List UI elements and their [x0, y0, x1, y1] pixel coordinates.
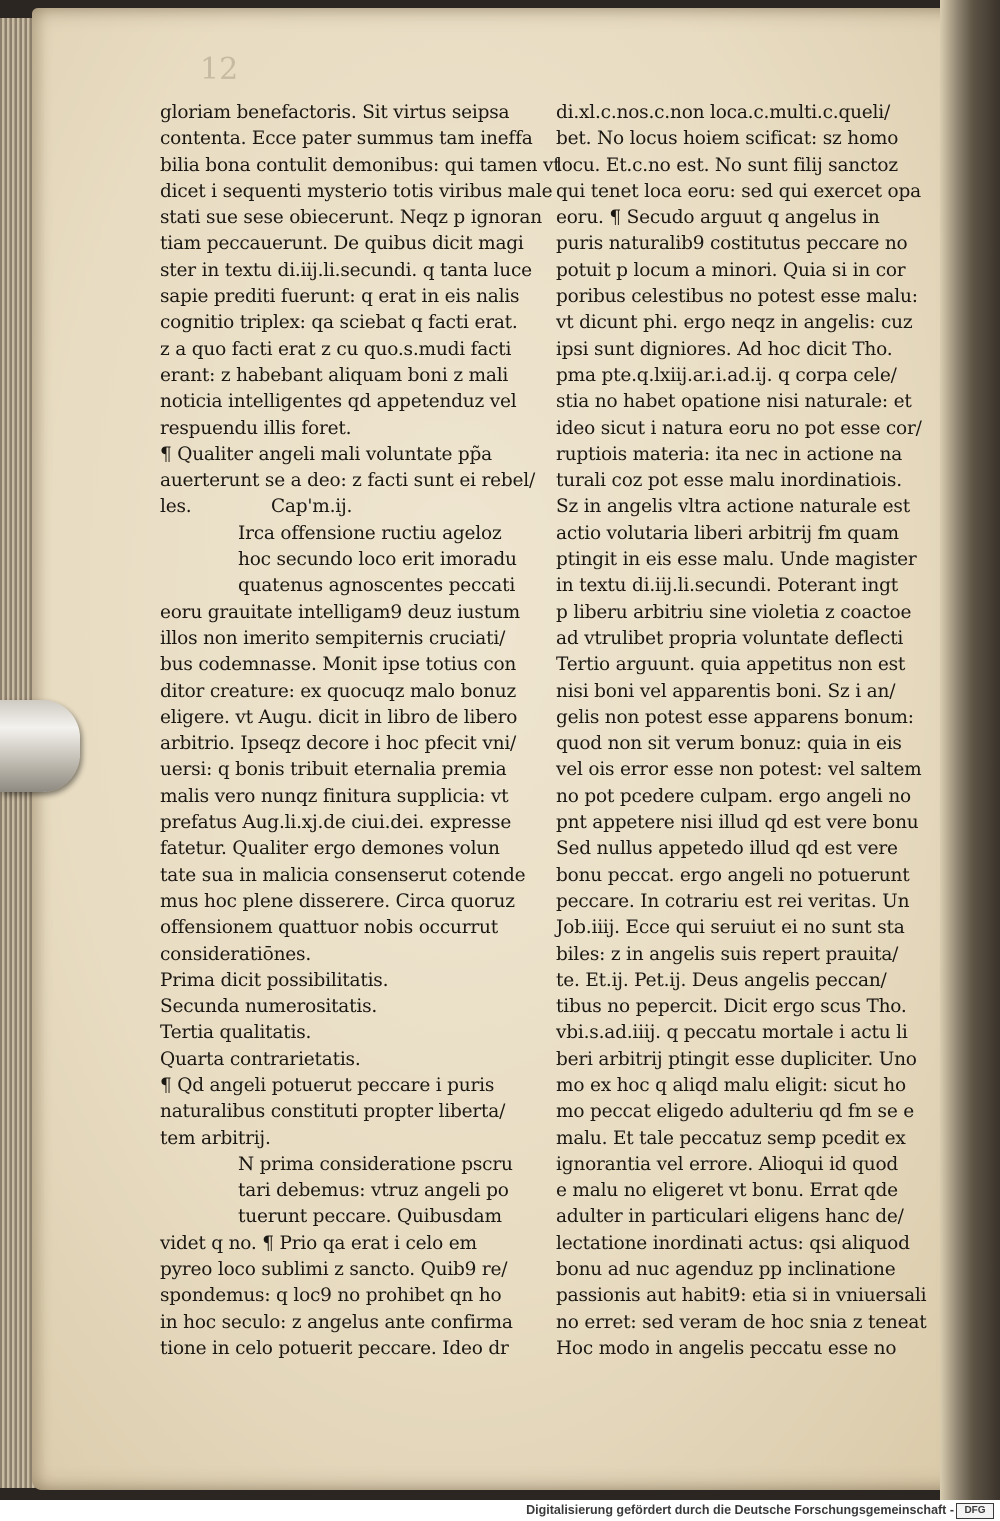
text-line: Hoc modo in angelis peccatu esse no: [556, 1337, 897, 1359]
book-gutter: [940, 0, 1000, 1500]
text-line: les. Cap'm.ij.: [160, 496, 353, 518]
text-line: peccare. In cotrariu est rei veritas. Un: [556, 890, 910, 912]
text-line: pnt appetere nisi illud qd est vere bonu: [556, 812, 919, 834]
text-line: in textu di.iij.li.secundi. Poterant ingt: [556, 575, 898, 597]
text-line: mo peccat eligedo adulteriu qd fm se e: [556, 1101, 915, 1123]
text-line: eoru grauitate intelligam9 deuz iustum: [160, 601, 520, 623]
text-line: bilia bona contulit demonibus: qui tamen vt: [160, 154, 561, 176]
text-line: poribus celestibus no potest esse malu:: [556, 286, 918, 308]
text-line: vel ois error esse non potest: vel saltem: [556, 759, 922, 781]
text-line: ignorantia vel errore. Alioqui id quod: [556, 1153, 899, 1175]
text-line: spondemus: q loc9 no prohibet qn ho: [160, 1285, 502, 1307]
text-line: ideo sicut i natura eoru no pot esse cor/: [556, 417, 922, 439]
text-line: noticia intelligentes qd appetenduz vel: [160, 391, 517, 413]
text-line: locu. Et.c.no est. No sunt filij sanctoz: [556, 154, 898, 176]
page-clamp: [0, 700, 80, 792]
text-line: prefatus Aug.li.xj.de ciui.dei. expresse: [160, 812, 512, 834]
text-line: qui tenet loca eoru: sed qui exercet opa: [556, 180, 921, 202]
text-line: p liberu arbitriu sine violetia z coactoe: [556, 601, 912, 623]
text-line: bus codemnasse. Monit ipse totius con: [160, 654, 517, 676]
text-line: stati sue sese obiecerunt. Neqz p ignoran: [160, 207, 542, 229]
text-line: malu. Et tale peccatuz semp pcedit ex: [556, 1127, 906, 1149]
text-line: fatetur. Qualiter ergo demones volun: [160, 838, 500, 860]
text-line: Tertio arguunt. quia appetitus non est: [556, 654, 906, 676]
text-line: quod non sit verum bonuz: quia in eis: [556, 733, 902, 755]
text-line: auerterunt se a deo: z facti sunt ei rebel/: [160, 470, 535, 492]
text-line: potuit p locum a minori. Quia si in cor: [556, 259, 906, 281]
text-line: adulter in particulari eligens hanc de/: [556, 1206, 904, 1228]
text-line: ipsi sunt digniores. Ad hoc dicit Tho.: [556, 338, 893, 360]
text-line: respuendu illis foret.: [160, 417, 352, 439]
text-line: Irca offensione ructiu ageloz: [238, 522, 502, 544]
text-line: nisi boni vel apparentis boni. Sz i an/: [556, 680, 896, 702]
text-line: actio volutaria liberi arbitrij fm quam: [556, 522, 899, 544]
text-line: Sed nullus appetedo illud qd est vere: [556, 838, 898, 860]
text-line: quatenus agnoscentes peccati: [238, 575, 516, 597]
text-line: pyreo loco sublimi z sancto. Quib9 re/: [160, 1259, 508, 1281]
text-line: passionis aut habit9: etia si in vniuersali: [556, 1285, 927, 1307]
text-line: Tertia qualitatis.: [160, 1022, 312, 1044]
text-line: arbitrio. Ipseqz decore i hoc pfecit vni/: [160, 733, 517, 755]
text-line: lectatione inordinati actus: qsi aliquod: [556, 1232, 910, 1254]
text-line: bonu peccat. ergo angeli no potuerunt: [556, 864, 910, 886]
text-line: cognitio triplex: qa sciebat q facti erat.: [160, 312, 518, 334]
text-line: vbi.s.ad.iiij. q peccatu mortale i actu li: [556, 1022, 908, 1044]
text-line: ster in textu di.iij.li.secundi. q tanta luce: [160, 259, 532, 281]
text-line: eoru. ¶ Secudo arguut q angelus in: [556, 207, 880, 229]
text-line: naturalibus constituti propter liberta/: [160, 1101, 506, 1123]
text-line: uersi: q bonis tribuit eternalia premia: [160, 759, 507, 781]
text-line: Quarta contrarietatis.: [160, 1048, 361, 1070]
left-text-column: [160, 100, 561, 1362]
text-line: ptingit in eis esse malu. Unde magister: [556, 549, 917, 571]
text-line: contenta. Ecce pater summus tam ineffa: [160, 128, 533, 150]
text-line: puris naturalib9 costitutus peccare no: [556, 233, 908, 255]
text-line: turali coz pot esse malu inordinatiois.: [556, 470, 902, 492]
text-line: Prima dicit possibilitatis.: [160, 969, 389, 991]
page-number: 12: [200, 52, 239, 87]
text-line: te. Et.ij. Pet.ij. Deus angelis peccan/: [556, 969, 887, 991]
text-line: pma pte.q.lxiij.ar.i.ad.ij. q corpa cele/: [556, 364, 897, 386]
text-line: e malu no eligeret vt bonu. Errat qde: [556, 1180, 898, 1202]
funding-credit: Digitalisierung gefördert durch die Deutsche Forschungsgemeinschaft -: [526, 1503, 954, 1517]
text-line: eligere. vt Augu. dicit in libro de libero: [160, 706, 518, 728]
text-line: offensionem quattuor nobis occurrut: [160, 917, 498, 939]
text-line: in hoc seculo: z angelus ante confirma: [160, 1311, 513, 1333]
text-line: sapie prediti fuerunt: q erat in eis nalis: [160, 286, 520, 308]
text-line: tem arbitrij.: [160, 1127, 271, 1149]
text-line: Job.iiij. Ecce qui seruiut ei no sunt sta: [556, 917, 905, 939]
text-line: malis vero nunqz finitura supplicia: vt: [160, 785, 509, 807]
text-line: tione in celo potuerit peccare. Ideo dr: [160, 1337, 509, 1359]
text-line: tuerunt peccare. Quibusdam: [238, 1206, 502, 1228]
footer-bar: [0, 1500, 1000, 1521]
text-line: z a quo facti erat z cu quo.s.mudi facti: [160, 338, 512, 360]
text-line: tiam peccauerunt. De quibus dicit magi: [160, 233, 524, 255]
text-line: bonu ad nuc agenduz pp inclinatione: [556, 1259, 896, 1281]
text-line: ditor creature: ex quocuqz malo bonuz: [160, 680, 517, 702]
text-line: ruptiois materia: ita nec in actione na: [556, 443, 903, 465]
text-line: tate sua in malicia consenserut cotende: [160, 864, 526, 886]
text-line: erant: z habebant aliquam boni z mali: [160, 364, 509, 386]
text-line: mus hoc plene disserere. Circa quoruz: [160, 890, 515, 912]
text-line: gloriam benefactoris. Sit virtus seipsa: [160, 102, 510, 123]
text-line: no pot pcedere culpam. ergo angeli no: [556, 785, 911, 807]
text-line: N prima consideratione pscru: [238, 1153, 513, 1175]
text-line: consideratiōnes.: [160, 943, 312, 965]
text-line: vt dicunt phi. ergo neqz in angelis: cuz: [556, 312, 913, 334]
text-line: mo ex hoc q aliqd malu eligit: sicut ho: [556, 1074, 906, 1096]
text-line: illos non imerito sempiternis cruciati/: [160, 627, 506, 649]
text-line: bet. No locus hoiem scificat: sz homo: [556, 128, 899, 150]
text-line: hoc secundo loco erit imoradu: [238, 549, 517, 571]
text-line: ad vtrulibet propria voluntate deflecti: [556, 627, 904, 649]
text-line: gelis non potest esse apparens bonum:: [556, 706, 914, 728]
text-line: videt q no. ¶ Prio qa erat i celo em: [160, 1232, 477, 1254]
text-line: Sz in angelis vltra actione naturale est: [556, 496, 910, 518]
text-line: ¶ Qualiter angeli mali voluntate pp̃a: [160, 443, 493, 465]
text-line: di.xl.c.nos.c.non loca.c.multi.c.queli/: [556, 102, 891, 123]
text-line: no erret: sed veram de hoc snia z teneat: [556, 1311, 927, 1333]
text-line: stia no habet opatione nisi naturale: et: [556, 391, 912, 413]
dfg-logo-icon: DFG: [956, 1503, 994, 1519]
text-line: beri arbitrij ptingit esse dupliciter. Uno: [556, 1048, 917, 1070]
text-line: ¶ Qd angeli potuerut peccare i puris: [160, 1074, 495, 1096]
text-line: biles: z in angelis suis repert prauita/: [556, 943, 899, 965]
text-line: tibus no pepercit. Dicit ergo scus Tho.: [556, 996, 907, 1018]
text-line: tari debemus: vtruz angeli po: [238, 1180, 509, 1202]
text-line: dicet i sequenti mysterio totis viribus male: [160, 180, 553, 202]
right-text-column: [556, 100, 928, 1362]
text-line: Secunda numerositatis.: [160, 996, 378, 1018]
